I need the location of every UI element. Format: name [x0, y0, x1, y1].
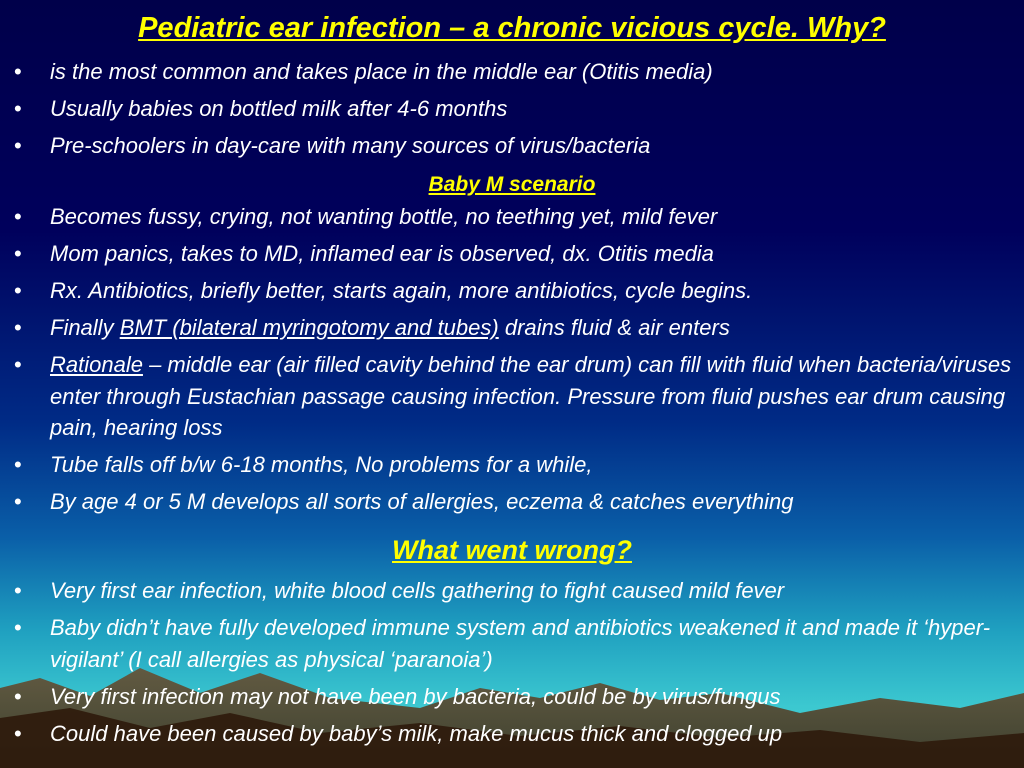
list-item: • Rx. Antibiotics, briefly better, starts again, more antibiotics, cycle begins. — [0, 275, 1024, 307]
list-item: • Tube falls off b/w 6-18 months, No problems for a while, — [0, 449, 1024, 481]
list-item: • Could have been caused by baby’s milk, make mucus thick and clogged up — [0, 718, 1024, 750]
scenario-heading: Baby M scenario — [428, 173, 596, 196]
bmt-link[interactable]: BMT (bilateral myringotomy and tubes) — [119, 315, 499, 340]
rationale-link[interactable]: Rationale — [50, 352, 143, 377]
bullet-icon: • — [14, 578, 22, 603]
list-item: • By age 4 or 5 M develops all sorts of allergies, eczema & catches everything — [0, 486, 1024, 518]
intro-bullet-list — [0, 56, 1024, 167]
bullet-icon: • — [14, 452, 22, 477]
list-item: • is the most common and takes place in the middle ear (Otitis media) — [0, 56, 1024, 88]
bullet-icon: • — [14, 241, 22, 266]
list-item: • Very first ear infection, white blood cells gathering to fight caused mild fever — [0, 575, 1024, 607]
list-item: • Becomes fussy, crying, not wanting bottle, no teething yet, mild fever — [0, 201, 1024, 233]
bullet-icon: • — [14, 352, 22, 377]
list-item: • Pre-schoolers in day-care with many sources of virus/bacteria — [0, 130, 1024, 162]
bullet-icon: • — [14, 96, 22, 121]
wrong-heading: What went wrong? — [392, 535, 632, 565]
bullet-icon: • — [14, 204, 22, 229]
bullet-icon: • — [14, 615, 22, 640]
bullet-icon: • — [14, 683, 22, 709]
slide-title: Pediatric ear infection – a chronic vicious cycle. Why? — [138, 12, 886, 44]
list-item: • Mom panics, takes to MD, inflamed ear is observed, dx. Otitis media — [0, 238, 1024, 270]
bullet-icon: • — [14, 133, 22, 158]
list-item: • Rationale – middle ear (air filled cavity behind the ear drum) can fill with fluid when bacteria/viruses enter through Eustachian passage causing infection. Pressure from fluid pushes ear drum causing pain, hearing loss — [0, 349, 1024, 444]
wrong-bullet-list — [0, 575, 1024, 755]
bullet-icon: • — [14, 278, 22, 303]
list-item: • Usually babies on bottled milk after 4-6 months — [0, 93, 1024, 125]
list-item: • Finally BMT (bilateral myringotomy and tubes) drains fluid & air enters — [0, 312, 1024, 344]
list-item: • Baby didn’t have fully developed immune system and antibiotics weakened it and made it ‘hyper-vigilant’ (I call allergies as physical ‘paranoia’) — [0, 612, 1024, 675]
list-item: • Very first infection may not have been by bacteria, could be by virus/fungus — [0, 681, 1024, 713]
bullet-icon: • — [14, 720, 22, 746]
scenario-bullet-list — [0, 201, 1024, 523]
bullet-icon: • — [14, 315, 22, 340]
bullet-icon: • — [14, 59, 22, 84]
bullet-icon: • — [14, 489, 22, 514]
